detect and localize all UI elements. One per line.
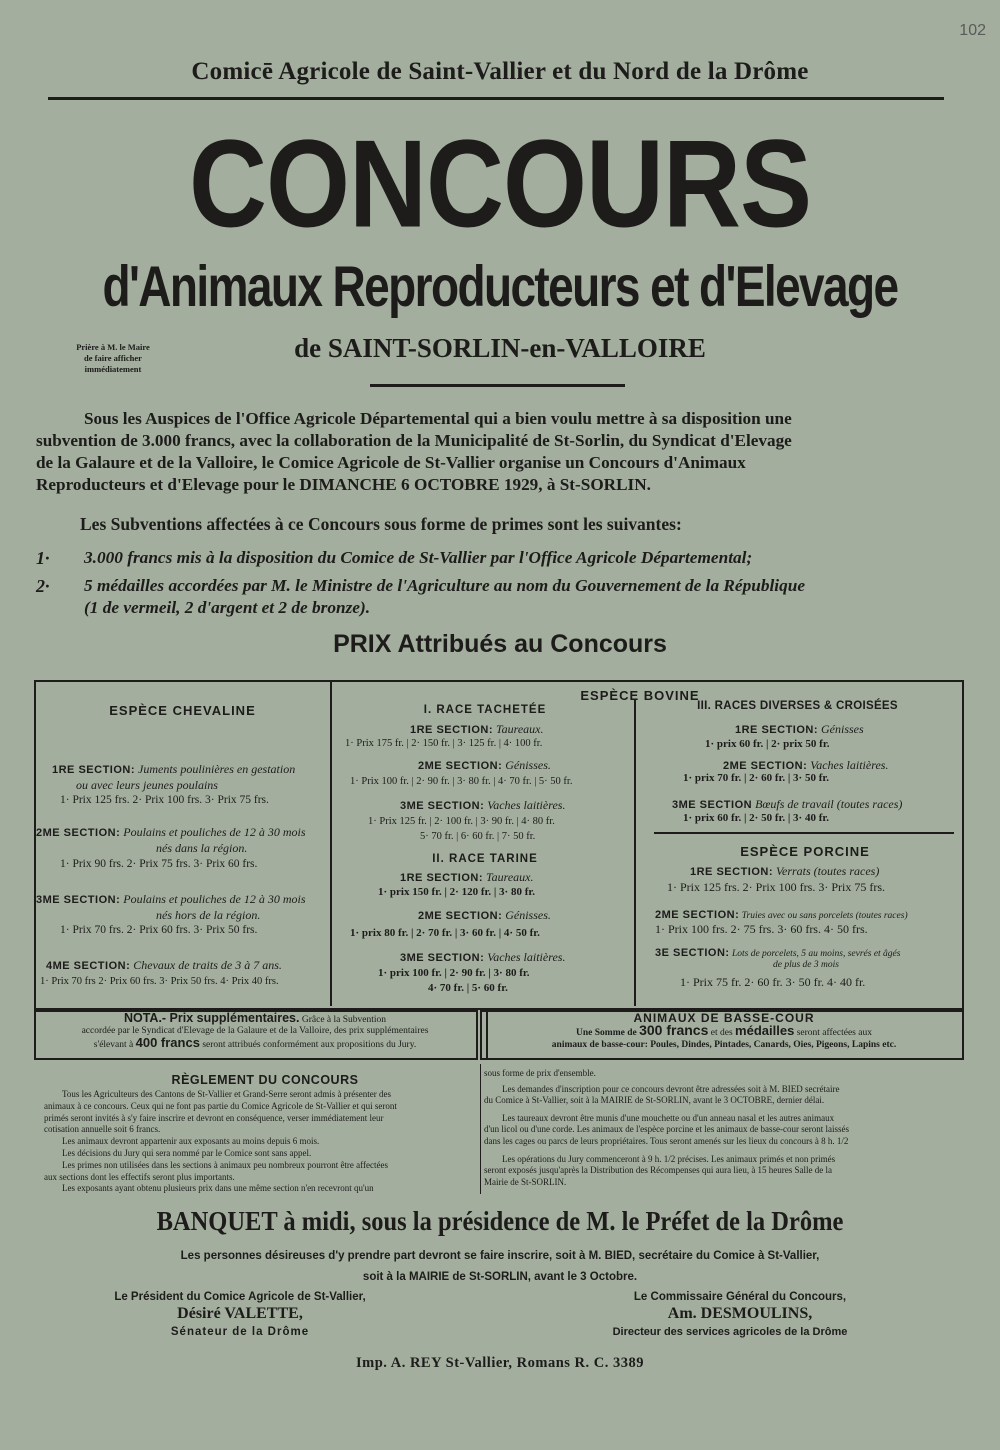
bovine-r1-section-1-prizes: 1· Prix 175 fr. | 2· 150 fr. | 3· 125 fr. | 4· 100 fr. (345, 738, 543, 749)
president-name: Désiré VALETTE, (177, 1305, 303, 1322)
chevaline-section-1-prizes: 1· Prix 125 frs. 2· Prix 100 frs. 3· Prix 75 frs. (60, 794, 269, 806)
rule-line: Les exposants ayant obtenu plusieurs prix dans une même section n'en recevront qu'un (62, 1183, 374, 1194)
section-desc: Truies avec ou sans porcelets (toutes races) (741, 911, 908, 921)
banquet-line-1: Les personnes désireuses d'y prendre part devront se faire inscrire, soit à M. BIED, secrétaire du Comice à St-Vallier, (180, 1250, 820, 1262)
porcine-section-3-prizes: 1· Prix 75 fr. 2· 60 fr. 3· 50 fr. 4· 40 fr. (680, 975, 866, 989)
rule-line: Les demandes d'inscription pour ce concours devront être adressées soit à M. BIED secrétaire (502, 1083, 840, 1094)
commissaire-name: Am. DESMOULINS, (667, 1305, 813, 1322)
rule-line: cotisation annuelle soit 6 francs. (44, 1124, 161, 1135)
bovine-r1-section-3-prizes: 1· Prix 125 fr. | 2· 100 fr. | 3· 90 fr. | 4· 80 fr. (368, 816, 555, 827)
nota-line: accordée par le Syndicat d'Elevage de la Galaure et de la Valloire, des prix supplémentaires (81, 1026, 429, 1036)
bovine-r2-section-2 (418, 908, 628, 924)
basse-cour-line: seront affectées aux (796, 1028, 872, 1038)
rule-line: primés seront invités à s'y faire inscrire et devront en conséquence, verser immédiatement leur (44, 1112, 384, 1123)
bovine-title: ESPÈCE BOVINE (580, 688, 700, 703)
chevaline-section-1 (52, 762, 322, 793)
rule-line: du Comice à St-Vallier, soit à la MAIRIE de St-SORLIN, avant le 3 OCTOBRE, dernier délai. (484, 1095, 825, 1106)
section-desc: Vaches laitières. (810, 758, 889, 772)
section-label: 3E SECTION: (655, 947, 730, 959)
basse-cour-line: Une Somme de (576, 1028, 637, 1038)
banquet-title: BANQUET à midi, sous la présidence de M. le Préfet de la Drôme (156, 1206, 844, 1237)
bovine-r2-section-3 (400, 950, 630, 966)
section-label: 3ME SECTION: (36, 894, 121, 906)
commissaire-role: Le Commissaire Général du Concours, (633, 1291, 847, 1303)
rule-line: d'un licol ou d'une corde. Les animaux de l'espèce porcine et les animaux de basse-cour seront laissés (484, 1124, 849, 1135)
section-label: 1RE SECTION: (735, 724, 819, 736)
society-name: Comicē Agricole de Saint-Vallier et du Nord de la Drôme (191, 58, 809, 85)
section-desc: de plus de 3 mois (773, 960, 839, 970)
section-label: 1RE SECTION: (400, 872, 484, 884)
rule-line: aux sections dont les effectifs seront plus importants. (44, 1171, 235, 1182)
subventions-intro: Les Subventions affectées à ce Concours sous forme de primes sont les suivantes: (80, 514, 682, 534)
chevaline-section-2 (36, 825, 326, 856)
section-label: 2ME SECTION: (418, 760, 503, 772)
diverses-section-3 (672, 797, 952, 813)
bovine-r1-section-1 (410, 722, 630, 738)
commissaire-title: Directeur des services agricoles de la Drôme (612, 1326, 848, 1338)
section-desc: Génisses. (505, 908, 551, 922)
bovine-r1-section-2 (418, 758, 628, 774)
basse-cour-medals: médailles (735, 1023, 795, 1038)
rule-line: Les opérations du Jury commenceront à 9 h. 1/2 précises. Les animaux primés et non primés (502, 1153, 836, 1164)
subvention-item-1-number: 1· (36, 548, 50, 568)
chevaline-section-3-prizes: 1· Prix 70 frs. 2· Prix 60 frs. 3· Prix 50 frs. (60, 924, 258, 936)
chevaline-section-3 (36, 892, 326, 923)
reglement-title: RÈGLEMENT DU CONCOURS (171, 1073, 359, 1087)
diverses-section-2-prizes: 1· prix 70 fr. | 2· 60 fr. | 3· 50 fr. (683, 772, 830, 784)
section-label: 2ME SECTION: (418, 910, 503, 922)
section-desc: Vaches laitières. (487, 950, 566, 964)
section-label: 3ME SECTION: (400, 800, 485, 812)
race-tachetee-title: I. RACE TACHETÉE (423, 704, 547, 716)
diverses-section-3-prizes: 1· prix 60 fr. | 2· 50 fr. | 3· 40 fr. (683, 812, 830, 824)
section-desc: nés dans la région. (156, 841, 248, 855)
section-desc: Bœufs de travail (toutes races) (755, 797, 903, 811)
porcine-section-1-prizes: 1· Prix 125 frs. 2· Prix 100 frs. 3· Prix 75 frs. (667, 880, 885, 894)
basse-cour-line: et des (710, 1028, 733, 1038)
porcine-title: ESPÈCE PORCINE (740, 844, 870, 859)
archive-number: 102 (959, 22, 986, 39)
rule-line: Les taureaux devront être munis d'une mouchette ou d'un anneau nasal et les autres animaux (502, 1112, 835, 1123)
section-desc: Poulains et pouliches de 12 à 30 mois (123, 892, 306, 906)
banquet-line-2: soit à la MAIRIE de St-SORLIN, avant le 3 Octobre. (362, 1271, 638, 1283)
mayor-note (58, 342, 168, 375)
subvention-item-2-line1: 5 médailles accordées par M. le Ministre de l'Agriculture au nom du Gouvernement de la République (84, 576, 806, 595)
section-label: 4ME SECTION: (46, 960, 131, 972)
printer-imprint: Imp. A. REY St-Vallier, Romans R. C. 3389 (356, 1355, 644, 1371)
nota-heading: NOTA.- Prix supplémentaires. (123, 1011, 300, 1025)
bovine-r2-section-1-prizes: 1· prix 150 fr. | 2· 120 fr. | 3· 80 fr. (378, 886, 536, 898)
basse-cour-line: animaux de basse-cour: Poules, Dindes, Pintades, Canards, Oies, Pigeons, Lapins etc. (551, 1040, 897, 1050)
race-tarine-title: II. RACE TARINE (432, 853, 538, 865)
porcine-section-1 (690, 864, 950, 880)
rule-line: Mairie de St-SORLIN. (484, 1176, 567, 1187)
nota-text (40, 1013, 470, 1051)
rule-line: sous forme de prix d'ensemble. (484, 1068, 596, 1078)
president-title: Sénateur de la Drôme (170, 1326, 310, 1338)
section-desc: Juments poulinières en gestation (138, 762, 296, 776)
bovine-r2-section-3-prizes: 1· prix 100 fr. | 2· 90 fr. | 3· 80 fr. (378, 967, 530, 979)
porcine-section-3 (655, 948, 955, 971)
reglement-right (484, 1068, 954, 1188)
mayor-note-line: Prière à M. le Maire (76, 342, 150, 352)
poster-title: CONCOURS (188, 113, 812, 253)
section-desc: Vaches laitières. (487, 798, 566, 812)
section-desc: Taureaux. (486, 870, 534, 884)
chevaline-section-4-prizes: 1· Prix 70 frs 2· Prix 60 frs. 3· Prix 50 frs. 4· Prix 40 frs. (40, 976, 279, 987)
section-label: 3ME SECTION: (400, 952, 485, 964)
rule-line: Tous les Agriculteurs des Cantons de St-Vallier et Grand-Serre seront admis à présenter des (62, 1089, 392, 1099)
mayor-note-line: immédiatement (84, 364, 142, 374)
section-label: 2ME SECTION: (655, 909, 740, 921)
section-desc: nés hors de la région. (156, 908, 261, 922)
bovine-r2-section-1 (400, 870, 630, 886)
bovine-r2-section-2-prizes: 1· prix 80 fr. | 2· 70 fr. | 3· 60 fr. | 4· 50 fr. (350, 927, 540, 939)
prix-title: PRIX Attribués au Concours (333, 630, 667, 658)
subvention-item-2-line2: (1 de vermeil, 2 d'argent et 2 de bronze). (84, 598, 371, 617)
section-label: 1RE SECTION: (690, 866, 774, 878)
chevaline-title: ESPÈCE CHEVALINE (109, 703, 256, 718)
bovine-r1-section-3-prizes: 5· 70 fr. | 6· 60 fr. | 7· 50 fr. (420, 831, 536, 842)
section-label: 3ME SECTION (672, 799, 753, 811)
section-desc: Lots de porcelets, 5 au moins, sevrés et âgés (731, 949, 901, 959)
place-rule (370, 384, 625, 387)
intro-line: Reproducteurs et d'Elevage pour le DIMANCHE 6 OCTOBRE 1929, à St-SORLIN. (36, 475, 651, 494)
intro-line: de la Galaure et de la Valloire, le Comice Agricole de St-Vallier organise un Concours d'Animaux (36, 453, 746, 472)
section-desc: ou avec leurs jeunes poulains (76, 778, 218, 792)
intro-paragraph (36, 408, 966, 496)
section-desc: Verrats (toutes races) (776, 864, 880, 878)
section-label: 1RE SECTION: (52, 764, 136, 776)
basse-cour-text (492, 1012, 956, 1051)
bovine-r2-section-3-prizes: 4· 70 fr. | 5· 60 fr. (428, 982, 508, 994)
chevaline-section-2-prizes: 1· Prix 90 frs. 2· Prix 75 frs. 3· Prix 60 frs. (60, 858, 258, 870)
section-desc: Taureaux. (496, 722, 544, 736)
bovine-r1-section-3 (400, 798, 630, 814)
table-divider (634, 700, 636, 1006)
section-label: 2ME SECTION: (36, 827, 121, 839)
header-rule (48, 97, 944, 100)
box-divider (486, 1010, 488, 1060)
intro-line: Sous les Auspices de l'Office Agricole Départemental qui a bien voulu mettre à sa disposition une (84, 409, 792, 428)
table-divider (330, 682, 332, 1006)
basse-cour-title: ANIMAUX DE BASSE-COUR (633, 1011, 815, 1025)
president-role: Le Président du Comice Agricole de St-Vallier, (114, 1291, 366, 1303)
nota-line: s'élevant à (93, 1040, 134, 1050)
rule-line: Les animaux devront appartenir aux exposants au moins depuis 6 mois. (62, 1136, 320, 1147)
subvention-item-2-number: 2· (36, 576, 50, 596)
porcine-section-2-prizes: 1· Prix 100 frs. 2· 75 frs. 3· 60 frs. 4· 50 frs. (655, 922, 868, 936)
section-desc: Chevaux de traits de 3 à 7 ans. (133, 958, 282, 972)
section-desc: Poulains et pouliches de 12 à 30 mois (123, 825, 306, 839)
nota-line: Grâce à la Subvention (301, 1015, 387, 1025)
bovine-r1-section-2-prizes: 1· Prix 100 fr. | 2· 90 fr. | 3· 80 fr. | 4· 70 fr. | 5· 50 fr. (350, 776, 573, 787)
nota-amount: 400 francs (135, 1035, 200, 1050)
table-divider (654, 832, 954, 834)
section-desc: Génisses. (505, 758, 551, 772)
diverses-title: III. RACES DIVERSES & CROISÉES (697, 700, 898, 712)
section-label: 1RE SECTION: (410, 724, 494, 736)
reglement-divider (480, 1064, 481, 1194)
diverses-section-1-prizes: 1· prix 60 fr. | 2· prix 50 fr. (705, 738, 830, 750)
section-desc: Génisses (821, 722, 864, 736)
basse-cour-amount: 300 francs (639, 1022, 709, 1038)
rule-line: Les décisions du Jury qui sera nommé par le Comice sont sans appel. (62, 1147, 312, 1158)
rule-line: animaux à ce concours. Ceux qui ne font pas partie du Comice Agricole de St-Vallier et qui seront (44, 1100, 397, 1111)
diverses-section-1 (735, 722, 950, 738)
intro-line: subvention de 3.000 francs, avec la collaboration de la Municipalité de St-Sorlin, du Syndicat d'Elevage (36, 431, 792, 450)
rule-line: Les primes non utilisées dans les sections à animaux peu nombreux pourront être affectées (62, 1159, 388, 1170)
reglement-left (44, 1089, 479, 1195)
nota-line: seront attribués conformément aux propositions du Jury. (202, 1040, 417, 1050)
subvention-item-1: 3.000 francs mis à la disposition du Comice de St-Vallier par l'Office Agricole Départemental; (84, 548, 753, 567)
section-label: 2ME SECTION: (723, 760, 808, 772)
mayor-note-line: de faire afficher (84, 353, 142, 363)
chevaline-section-4 (46, 958, 326, 974)
poster-subtitle: d'Animaux Reproducteurs et d'Elevage (102, 253, 898, 319)
place-name: de SAINT-SORLIN-en-VALLOIRE (294, 333, 706, 363)
rule-line: dans les cages ou parcs de leurs propriétaires. Tous seront amenés sur les lieux du concours à 8 h. 1/2 (484, 1135, 849, 1146)
rule-line: seront exposés jusqu'après la Distribution des Récompenses qui aura lieu, à 15 heures Salle de la (484, 1165, 833, 1176)
